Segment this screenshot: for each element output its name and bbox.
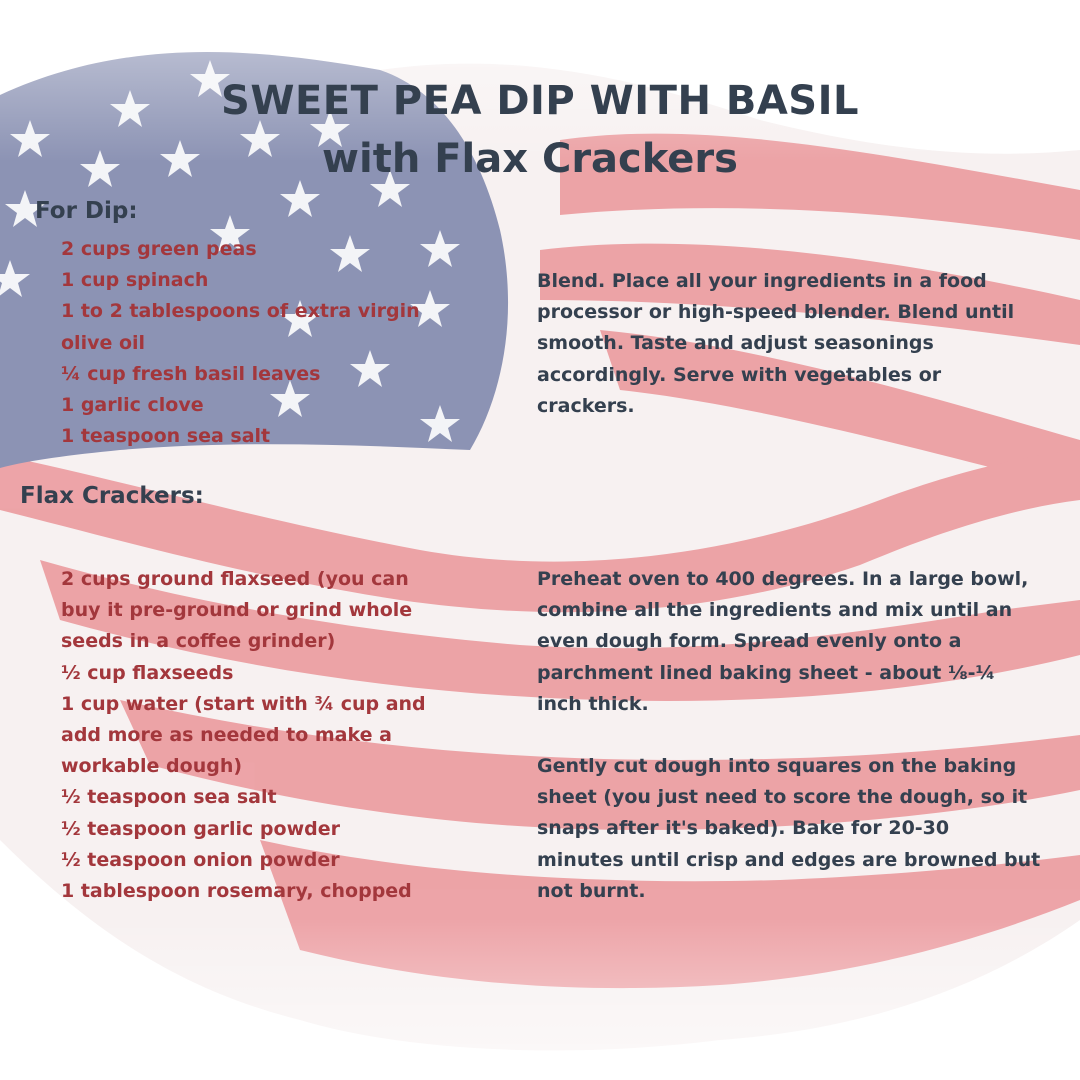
crackers-directions-step-2: Gently cut dough into squares on the baking sheet (you just need to score the dough, so it snaps after it's baked). Bake for 20-30 minutes until crisp and edges are browned but not burnt. (537, 755, 1041, 902)
recipe-subtitle: with Flax Crackers (322, 136, 738, 182)
dip-heading: For Dip: (35, 198, 138, 224)
dip-directions: Blend. Place all your ingredients in a food processor or high-speed blender. Blend until smooth. Taste and adjust seasonings accordingly. Serve with vegetables or crackers. (537, 270, 1015, 417)
crackers-ingredient: ½ cup flaxseeds (61, 661, 234, 684)
crackers-ingredient: ½ teaspoon onion powder (61, 848, 340, 871)
crackers-ingredient: 2 cups ground flaxseed (you can buy it pre-ground or grind whole seeds in a coffee grinder) (61, 568, 413, 653)
recipe-title: SWEET PEA DIP WITH BASIL (221, 78, 859, 124)
crackers-ingredient-list (61, 564, 431, 907)
crackers-ingredient: 1 cup water (start with ¾ cup and add more as needed to make a workable dough) (61, 692, 426, 778)
crackers-ingredient: ½ teaspoon sea salt (61, 786, 277, 809)
dip-ingredient: 1 teaspoon sea salt (61, 425, 271, 448)
dip-ingredient: 2 cups green peas (61, 238, 257, 260)
crackers-ingredient: 1 tablespoon rosemary, chopped (61, 880, 412, 903)
crackers-ingredient: ½ teaspoon garlic powder (61, 817, 340, 840)
crackers-directions-step-1: Preheat oven to 400 degrees. In a large bowl, combine all the ingredients and mix until an even dough form. Spread evenly onto a parchment lined baking sheet - about ⅛-¼ inch thick. (537, 568, 1029, 715)
dip-ingredient-list (61, 234, 431, 452)
dip-ingredient: 1 to 2 tablespoons of extra virgin olive oil (61, 300, 420, 354)
dip-ingredient: 1 cup spinach (61, 269, 209, 292)
crackers-heading: Flax Crackers: (20, 483, 204, 509)
dip-ingredient: ¼ cup fresh basil leaves (61, 362, 321, 385)
dip-ingredient: 1 garlic clove (61, 394, 204, 417)
